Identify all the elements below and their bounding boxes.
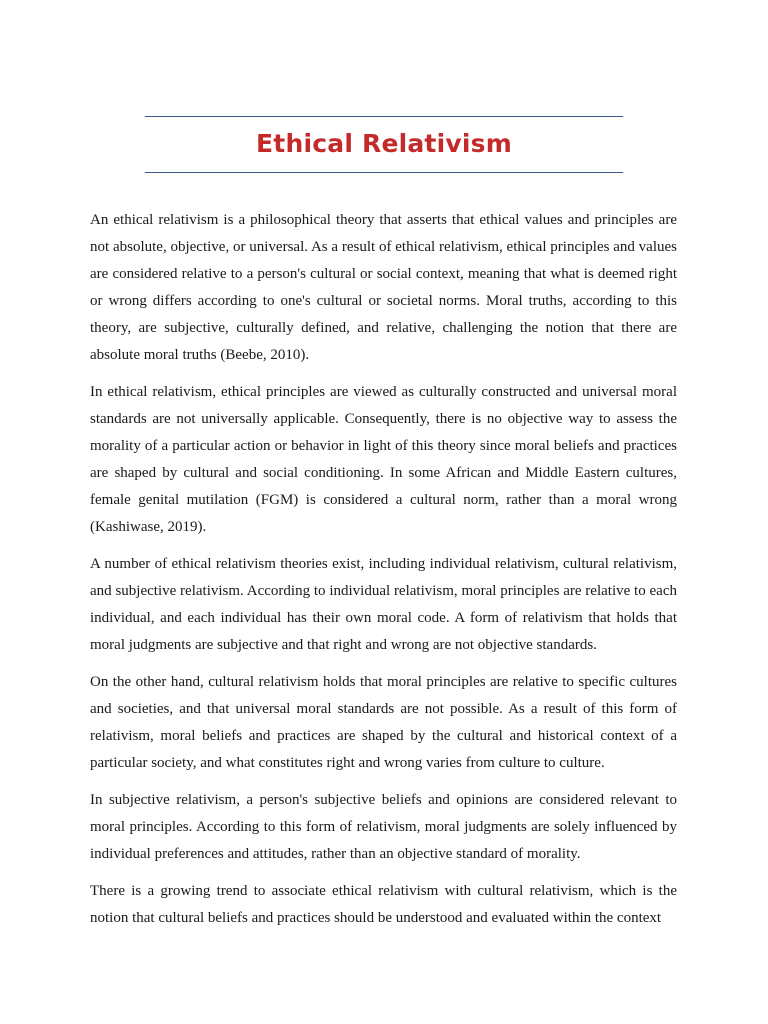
- paragraph-5: In subjective relativism, a person's subjective beliefs and opinions are considered relevant to moral principles. According to this form of relativism, moral judgments are solely influenced by individual preferences and attitudes, rather than an objective standard of morality.: [90, 792, 677, 862]
- paragraph-4: On the other hand, cultural relativism holds that moral principles are relative to specific cultures and societies, and that universal moral standards are not possible. As a result of this form of relativism, moral beliefs and practices are shaped by the cultural and historical context of a particular society, and what constitutes right and wrong varies from culture to culture.: [90, 674, 677, 771]
- title-top-rule: [145, 116, 623, 117]
- title-block: [145, 116, 623, 173]
- document-title: Ethical Relativism: [256, 129, 512, 158]
- paragraph-1: An ethical relativism is a philosophical theory that asserts that ethical values and principles are not absolute, objective, or universal. As a result of ethical relativism, ethical principles and values are considered relative to a person's cultural or social context, meaning that what is deemed right or wrong differs according to one's cultural or societal norms. Moral truths, according to this theory, are subjective, culturally defined, and relative, challenging the notion that there are absolute moral truths (Beebe, 2010).: [90, 212, 677, 363]
- paragraph-2: In ethical relativism, ethical principles are viewed as culturally constructed and universal moral standards are not universally applicable. Consequently, there is no objective way to assess the morality of a particular action or behavior in light of this theory since moral beliefs and practices are shaped by cultural and social conditioning. In some African and Middle Eastern cultures, female genital mutilation (FGM) is considered a cultural norm, rather than a moral wrong (Kashiwase, 2019).: [90, 384, 677, 535]
- title-bottom-rule: [145, 172, 623, 173]
- document-body: [90, 207, 677, 942]
- paragraph-6: There is a growing trend to associate ethical relativism with cultural relativism, which is the notion that cultural beliefs and practices should be understood and evaluated within the context: [90, 883, 677, 926]
- paragraph-3: A number of ethical relativism theories exist, including individual relativism, cultural relativism, and subjective relativism. According to individual relativism, moral principles are relative to each individual, and each individual has their own moral code. A form of relativism that holds that moral judgments are subjective and that right and wrong are not objective standards.: [90, 556, 677, 653]
